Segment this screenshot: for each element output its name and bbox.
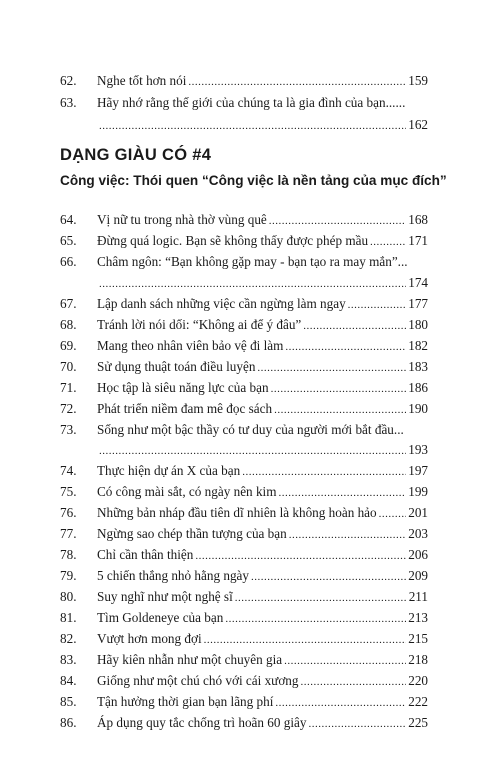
entry-number: 64. — [60, 212, 77, 227]
toc-entry — [0, 377, 491, 399]
entry-number: 69. — [60, 337, 77, 353]
entry-title: Vị nữ tu trong nhà thờ vùng quê — [97, 212, 267, 227]
entry-number: 78. — [60, 547, 77, 563]
toc-entry — [0, 209, 491, 231]
toc-entry — [0, 293, 491, 315]
entry-line — [97, 377, 428, 400]
dot-leader — [275, 692, 406, 714]
entry-page-number: 174 — [408, 274, 428, 290]
entry-page-number: 211 — [408, 589, 428, 605]
entry-line — [97, 649, 428, 672]
entry-page-number: 209 — [408, 568, 428, 584]
entry-page-number: 215 — [408, 631, 428, 646]
entry-line — [97, 439, 428, 462]
entry-title: Châm ngôn: “Bạn không gặp may - bạn tạo ra may mắn”... — [97, 253, 408, 269]
entry-title: Vượt hơn mong đợi — [97, 631, 202, 646]
dot-leader — [300, 671, 406, 693]
entry-line — [97, 586, 428, 609]
dot-leader — [225, 608, 406, 630]
entry-number: 81. — [60, 610, 77, 626]
entry-page-number: 206 — [408, 547, 428, 563]
entry-title: Tận hưởng thời gian bạn lãng phí — [97, 693, 274, 709]
dot-leader — [309, 713, 407, 735]
entry-title: 5 chiến thắng nhỏ hằng ngày — [97, 568, 249, 584]
dot-leader — [235, 587, 407, 609]
toc-entry — [0, 314, 491, 336]
entry-line — [97, 460, 428, 483]
toc-entry — [0, 628, 491, 650]
entry-number: 68. — [60, 316, 77, 332]
toc-entry — [0, 649, 491, 671]
entry-line — [97, 565, 428, 588]
dot-leader — [289, 524, 406, 546]
toc-entry — [0, 544, 491, 566]
entry-page-number: 225 — [408, 714, 428, 730]
dot-leader — [370, 231, 406, 253]
toc-entry — [0, 586, 491, 608]
entry-number: 74. — [60, 463, 77, 479]
entry-page-number: 183 — [408, 358, 428, 374]
entry-line — [97, 691, 428, 714]
entry-title: Lập danh sách những việc cần ngừng làm ngay — [97, 295, 346, 311]
entry-page-number: 162 — [408, 117, 428, 133]
entry-line — [97, 502, 428, 525]
entry-line — [97, 92, 428, 114]
entry-page-number: 213 — [408, 610, 428, 626]
entry-number: 71. — [60, 379, 77, 395]
entry-number: 85. — [60, 693, 77, 709]
entry-number: 77. — [60, 526, 77, 542]
entry-line — [97, 670, 428, 693]
toc-entry — [0, 335, 491, 357]
entry-page-number: 199 — [408, 484, 428, 500]
entry-page-number: 197 — [408, 463, 428, 479]
entry-line — [97, 398, 428, 421]
entry-page-number: 222 — [408, 693, 428, 709]
dot-leader — [195, 545, 406, 567]
entry-page-number: 220 — [408, 672, 428, 688]
entry-title: Đừng quá logic. Bạn sẽ không thấy được phép mầu — [97, 232, 369, 248]
dot-leader — [303, 315, 406, 337]
entry-title: Mang theo nhân viên bảo vệ đi làm — [97, 337, 284, 353]
entry-number: 82. — [60, 631, 77, 646]
dot-leader — [274, 399, 406, 421]
dot-leader — [271, 378, 407, 400]
dot-leader — [257, 357, 406, 379]
entry-title: Hãy kiên nhẫn như một chuyên gia — [97, 651, 283, 667]
entry-line — [97, 209, 428, 232]
entry-line — [97, 712, 428, 735]
entry-page-number: 201 — [408, 505, 428, 521]
toc-entry — [0, 356, 491, 378]
entry-page-number: 190 — [408, 400, 428, 416]
entry-page-number: 171 — [408, 232, 428, 248]
dot-leader — [269, 210, 406, 232]
dot-leader — [242, 461, 406, 483]
entry-number: 63. — [60, 95, 77, 111]
toc-entry — [0, 439, 491, 461]
toc-entry — [0, 92, 491, 114]
toc-entry — [0, 398, 491, 420]
dot-leader — [99, 440, 406, 462]
entry-line — [97, 544, 428, 567]
entry-page-number: 218 — [408, 651, 428, 667]
entry-number: 86. — [60, 714, 77, 730]
entry-title: Những bản nháp đầu tiên dĩ nhiên là không hoàn hảo — [97, 505, 377, 521]
dot-leader — [285, 336, 406, 358]
entry-number: 70. — [60, 358, 77, 374]
entry-number: 80. — [60, 589, 77, 605]
entry-page-number: 180 — [408, 316, 428, 332]
dot-leader — [99, 115, 406, 137]
toc-entry — [0, 565, 491, 587]
toc-entry — [0, 70, 491, 92]
entry-number: 83. — [60, 651, 77, 667]
section-subheading: Công việc: Thói quen “Công việc là nền tảng của mục đích” — [60, 173, 447, 188]
toc-entry — [0, 502, 491, 524]
entry-title: Giống như một chú chó với cái xương — [97, 672, 299, 688]
toc-entry — [0, 251, 491, 273]
entry-number: 62. — [60, 73, 77, 88]
entry-line — [97, 251, 428, 273]
toc-entry — [0, 114, 491, 136]
entry-line — [97, 272, 428, 295]
entry-line — [97, 293, 428, 316]
entry-number: 79. — [60, 568, 77, 584]
entry-line — [97, 230, 428, 253]
entry-line — [97, 356, 428, 379]
toc-entry — [0, 460, 491, 482]
toc-entry — [0, 230, 491, 252]
entry-title: Học tập là siêu năng lực của bạn — [97, 379, 269, 395]
entry-title: Tìm Goldeneye của bạn — [97, 610, 224, 626]
entry-number: 75. — [60, 484, 77, 500]
entry-number: 76. — [60, 505, 77, 521]
entry-number: 73. — [60, 421, 77, 437]
entry-page-number: 168 — [408, 212, 428, 227]
toc-entry — [0, 272, 491, 294]
toc-entry — [0, 691, 491, 713]
entry-title: Hãy nhớ rằng thế giới của chúng ta là gia đình của bạn...... — [97, 95, 406, 111]
entry-number: 65. — [60, 232, 77, 248]
toc-entry — [0, 712, 491, 734]
entry-title: Phát triển niềm đam mê đọc sách — [97, 400, 273, 416]
entry-line — [97, 70, 428, 93]
entry-page-number: 193 — [408, 442, 428, 458]
entry-line — [97, 419, 428, 441]
dot-leader — [204, 629, 407, 651]
entry-line — [97, 481, 428, 504]
entry-line — [97, 628, 428, 651]
dot-leader — [379, 503, 407, 525]
entry-line — [97, 314, 428, 337]
entry-title: Thực hiện dự án X của bạn — [97, 463, 241, 479]
entry-title: Áp dụng quy tắc chống trì hoãn 60 giây — [97, 714, 307, 730]
entry-title: Suy nghĩ như một nghệ sĩ — [97, 589, 233, 605]
entry-page-number: 159 — [408, 73, 428, 88]
entry-line — [97, 335, 428, 358]
entry-title: Chỉ cần thân thiện — [97, 547, 194, 563]
section-heading: DẠNG GIÀU CÓ #4 — [60, 146, 212, 164]
entry-title: Có công mài sắt, có ngày nên kim — [97, 484, 277, 500]
entry-page-number: 182 — [408, 337, 428, 353]
entry-page-number: 186 — [408, 379, 428, 395]
toc-entry — [0, 523, 491, 545]
dot-leader — [284, 650, 406, 672]
toc-entry — [0, 607, 491, 629]
entry-line — [97, 607, 428, 630]
entry-number: 72. — [60, 400, 77, 416]
entry-line — [97, 523, 428, 546]
dot-leader — [99, 273, 406, 295]
toc-entry — [0, 481, 491, 503]
toc-entry — [0, 670, 491, 692]
entry-line — [97, 114, 428, 137]
entry-title: Ngừng sao chép thần tượng của bạn — [97, 526, 287, 542]
entry-number: 84. — [60, 672, 77, 688]
entry-page-number: 203 — [408, 526, 428, 542]
dot-leader — [278, 482, 406, 504]
toc-entry — [0, 419, 491, 441]
dot-leader — [348, 294, 407, 316]
dot-leader — [188, 71, 406, 93]
entry-number: 66. — [60, 253, 77, 269]
entry-title: Tránh lời nói dối: “Không ai để ý đâu” — [97, 316, 302, 332]
entry-title: Nghe tốt hơn nói — [97, 73, 187, 88]
dot-leader — [251, 566, 406, 588]
entry-number: 67. — [60, 295, 77, 311]
entry-title: Sống như một bậc thầy có tư duy của người mới bắt đầu... — [97, 421, 404, 437]
entry-page-number: 177 — [408, 295, 428, 311]
entry-title: Sử dụng thuật toán điều luyện — [97, 358, 256, 374]
